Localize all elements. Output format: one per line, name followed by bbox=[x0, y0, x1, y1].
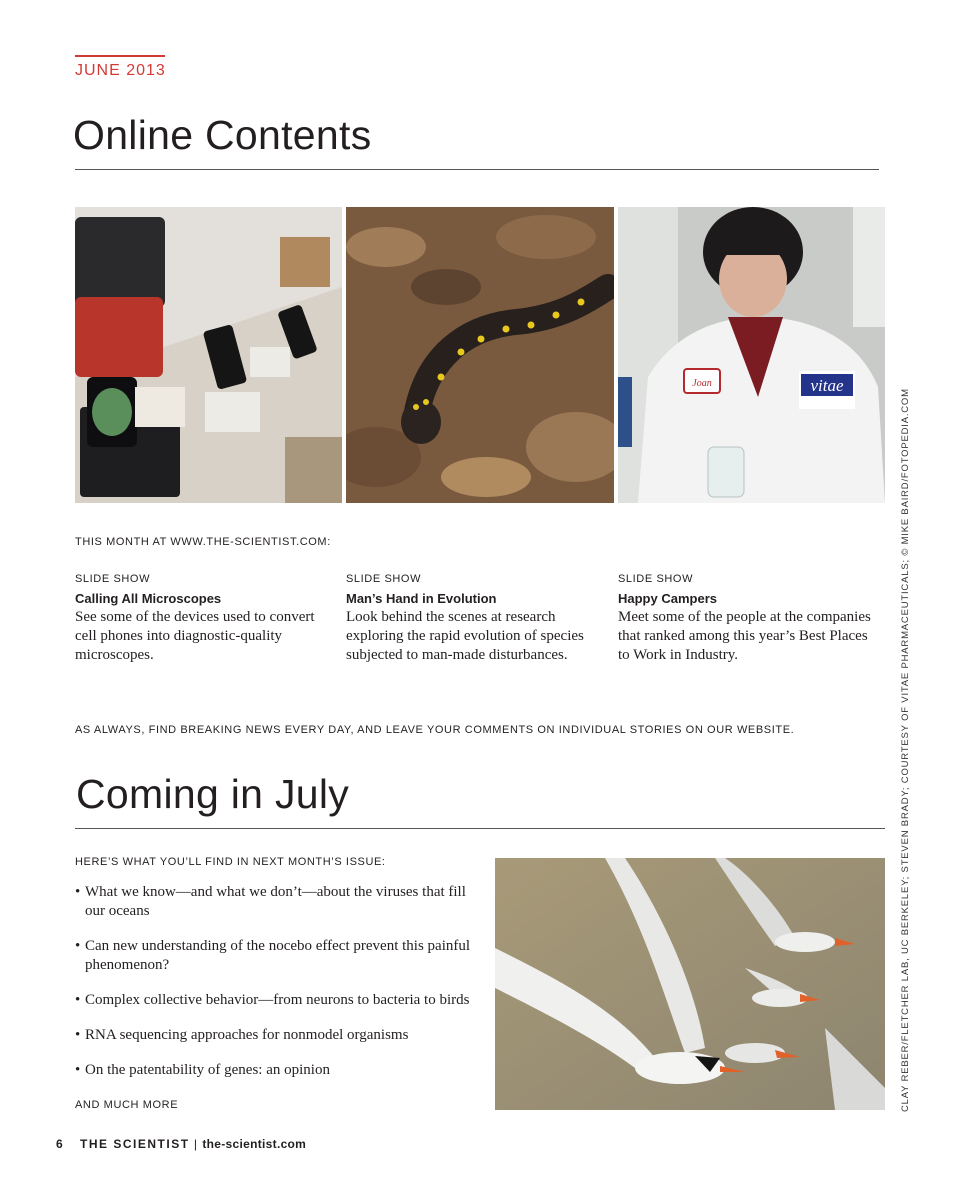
coming-in-july-heading: Coming in July bbox=[76, 771, 350, 817]
list-item: • On the patentability of genes: an opinion bbox=[75, 1062, 330, 1078]
slideshow-kicker: SLIDE SHOW bbox=[346, 573, 422, 585]
lab-scientist-photo bbox=[618, 207, 885, 503]
slideshow-title[interactable]: Man’s Hand in Evolution bbox=[346, 591, 497, 606]
slideshow-description: Look behind the scenes at research exploring the rapid evolution of species subjected to man-made disturbances. bbox=[346, 609, 584, 663]
online-contents-heading: Online Contents bbox=[73, 112, 372, 158]
slideshow-item[interactable] bbox=[618, 573, 873, 665]
photo-credit: CLAY REBER/FLETCHER LAB, UC BERKELEY; STEVEN BRADY; COURTESY OF VITAE PHARMACEUTICALS; © MIKE BAIRD/FOTOPEDIA.COM bbox=[900, 388, 911, 1112]
vitae-logo-text: vitae bbox=[810, 376, 844, 395]
page-number: 6 bbox=[56, 1137, 64, 1151]
issue-date-rule bbox=[75, 55, 165, 57]
footer-url[interactable]: the-scientist.com bbox=[202, 1137, 307, 1151]
online-intro: THIS MONTH AT WWW.THE-SCIENTIST.COM: bbox=[75, 536, 331, 548]
magazine-name: THE SCIENTIST bbox=[80, 1137, 190, 1151]
slideshow-title[interactable]: Happy Campers bbox=[618, 591, 717, 606]
slideshow-kicker: SLIDE SHOW bbox=[75, 573, 151, 585]
list-item: • What we know—and what we don’t—about the viruses that fill our oceans bbox=[75, 884, 466, 919]
heading-divider bbox=[75, 169, 879, 170]
slideshow-description: See some of the devices used to convert cell phones into diagnostic-quality microscopes. bbox=[75, 609, 315, 663]
phone-microscopes-photo bbox=[75, 207, 342, 503]
page-footer bbox=[56, 1137, 306, 1151]
slideshow-kicker: SLIDE SHOW bbox=[618, 573, 694, 585]
spotted-salamander-photo bbox=[346, 207, 614, 503]
slideshow-title[interactable]: Calling All Microscopes bbox=[75, 591, 222, 606]
heading-divider bbox=[75, 828, 885, 829]
name-badge-text: Joan bbox=[692, 378, 712, 389]
list-item: • Complex collective behavior—from neurons to bacteria to birds bbox=[75, 992, 470, 1008]
footer-separator: | bbox=[193, 1137, 199, 1151]
slideshow-description: Meet some of the people at the companies that ranked among this year’s Best Places to Work in Industry. bbox=[618, 609, 871, 663]
list-item: • Can new understanding of the nocebo effect prevent this painful phenomenon? bbox=[75, 938, 471, 973]
list-item: • RNA sequencing approaches for nonmodel organisms bbox=[75, 1027, 409, 1043]
slideshow-item[interactable] bbox=[346, 573, 601, 665]
coming-bullet-list bbox=[75, 883, 485, 1096]
issue-date: JUNE 2013 bbox=[75, 62, 166, 79]
terns-in-flight-photo bbox=[495, 858, 885, 1110]
and-much-more: AND MUCH MORE bbox=[75, 1099, 179, 1111]
coming-intro: HERE’S WHAT YOU’LL FIND IN NEXT MONTH’S ISSUE: bbox=[75, 856, 386, 868]
slideshow-item[interactable] bbox=[75, 573, 330, 665]
website-note: AS ALWAYS, FIND BREAKING NEWS EVERY DAY, AND LEAVE YOUR COMMENTS ON INDIVIDUAL STORIES ON OUR WEBSITE. bbox=[75, 724, 795, 736]
